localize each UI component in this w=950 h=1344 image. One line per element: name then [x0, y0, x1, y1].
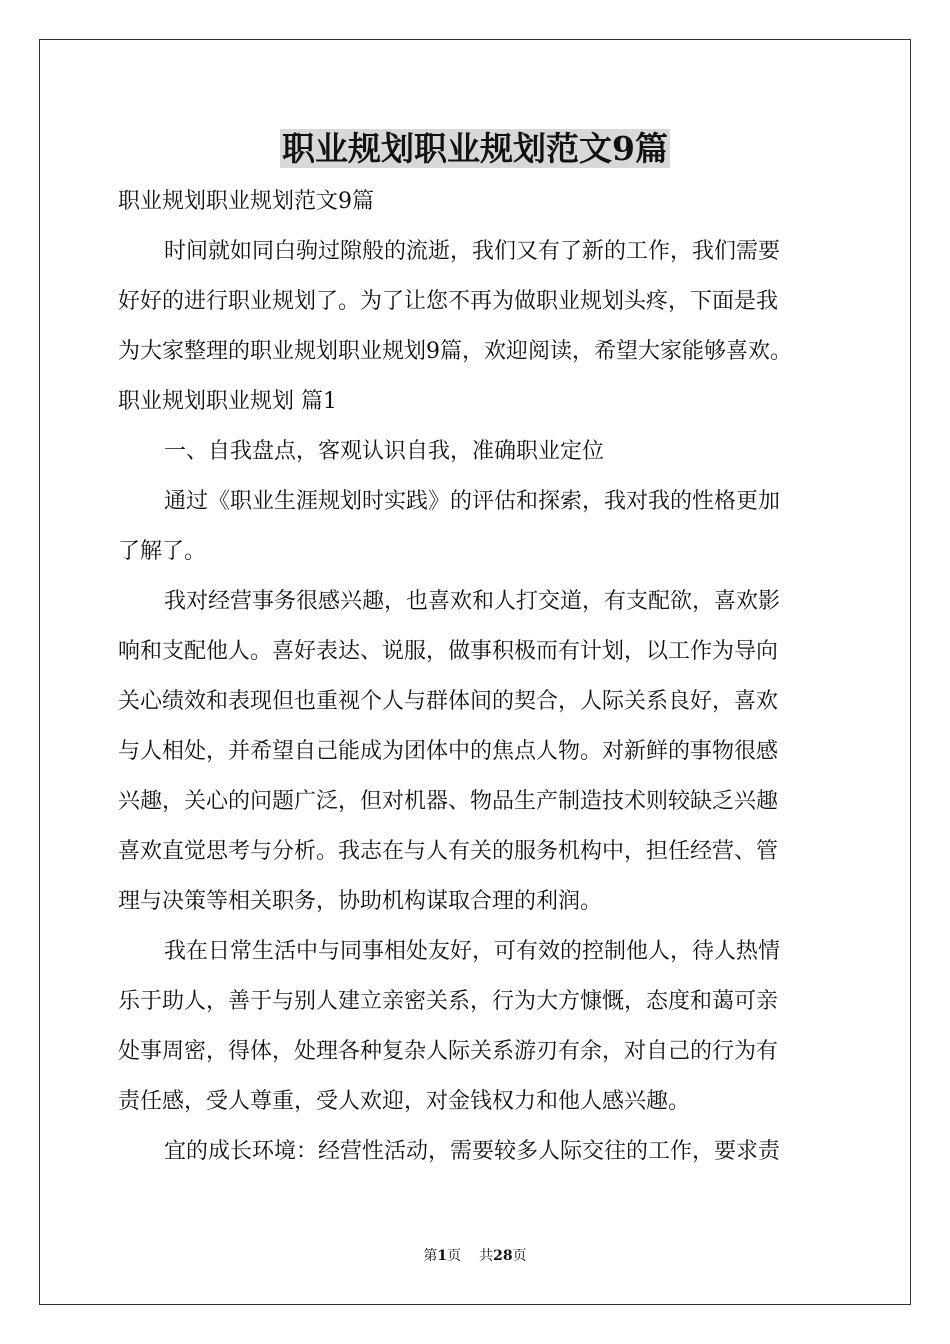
text-line: 为大家整理的职业规划职业规划9篇，欢迎阅读，希望大家能够喜欢。 — [118, 339, 792, 364]
text-line: 时间就如同白驹过隙般的流逝，我们又有了新的工作，我们需要 — [164, 239, 781, 264]
page-footer — [0, 1247, 950, 1265]
text-line: 兴趣，关心的问题广泛，但对机器、物品生产制造技术则较缺乏兴趣 — [118, 789, 779, 814]
footer-page-total: 28 — [493, 1248, 513, 1264]
text-line: 理与决策等相关职务，协助机构谋取合理的利润。 — [118, 889, 603, 914]
footer-page-prefix: 第 — [423, 1248, 438, 1264]
text-line: 我对经营事务很感兴趣，也喜欢和人打交道，有支配欲，喜欢影 — [164, 589, 781, 614]
text-line: 责任感，受人尊重，受人欢迎，对金钱权力和他人感兴趣。 — [118, 1089, 691, 1114]
footer-page-suffix: 页 — [447, 1248, 462, 1264]
footer-total-suffix: 页 — [512, 1248, 527, 1264]
text-line: 了解了。 — [118, 539, 207, 564]
text-line: 一、自我盘点，客观认识自我，准确职业定位 — [164, 439, 605, 464]
text-line: 与人相处，并希望自己能成为团体中的焦点人物。对新鲜的事物很感 — [118, 739, 779, 764]
footer-page-current: 1 — [437, 1248, 448, 1264]
document-title — [0, 127, 950, 171]
text-line: 关心绩效和表现但也重视个人与群体间的契合，人际关系良好，喜欢 — [118, 689, 779, 714]
text-line: 处事周密，得体，处理各种复杂人际关系游刃有余，对自己的行为有 — [118, 1039, 779, 1064]
text-line: 职业规划职业规划 篇1 — [118, 389, 337, 414]
text-line: 喜欢直觉思考与分析。我志在与人有关的服务机构中，担任经营、管 — [118, 839, 779, 864]
text-line: 职业规划职业规划范文9篇 — [118, 189, 374, 214]
text-line: 好好的进行职业规划了。为了让您不再为做职业规划头疼，下面是我 — [118, 289, 779, 314]
document-title-text: 职业规划职业规划范文9篇 — [282, 129, 668, 168]
text-line: 响和支配他人。喜好表达、说服，做事积极而有计划，以工作为导向 — [118, 639, 779, 664]
text-line: 通过《职业生涯规划时实践》的评估和探索，我对我的性格更加 — [164, 489, 781, 514]
text-line: 我在日常生活中与同事相处友好，可有效的控制他人，待人热情 — [164, 939, 781, 964]
footer-total-prefix: 共 — [479, 1248, 494, 1264]
text-line: 宜的成长环境：经营性活动，需要较多人际交往的工作，要求责 — [164, 1139, 781, 1164]
document-body — [118, 177, 836, 1177]
text-line: 乐于助人，善于与别人建立亲密关系，行为大方慷慨，态度和蔼可亲 — [118, 989, 779, 1014]
